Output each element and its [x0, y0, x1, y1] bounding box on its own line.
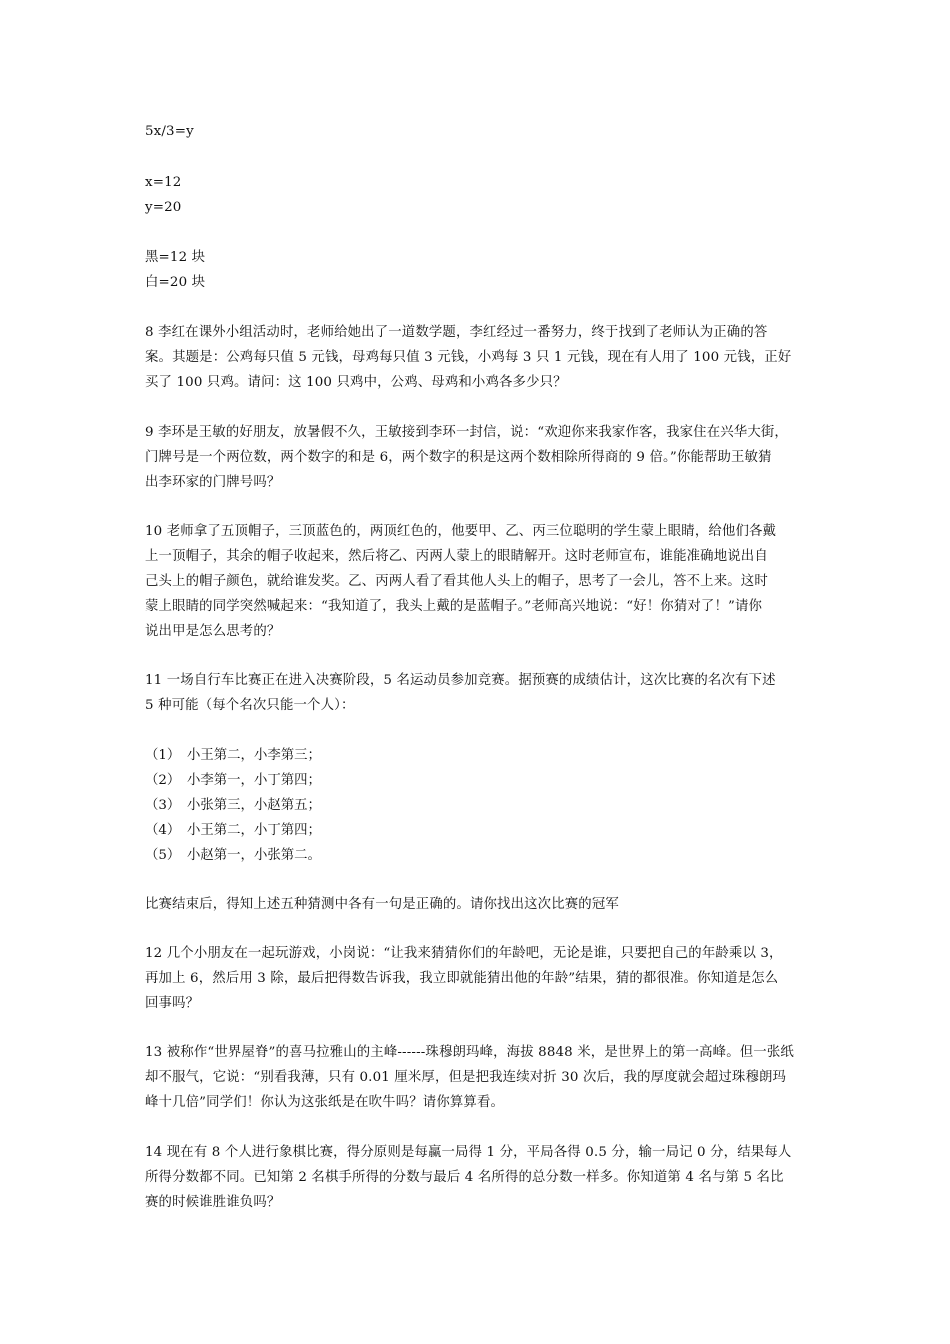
text-line: 13 被称作“世界屋脊”的喜马拉雅山的主峰------珠穆朗玛峰，海拔 8848 米，是世界上的第一高峰。但一张纸: [145, 1045, 794, 1060]
equation-line: 5x/3=y: [145, 124, 194, 139]
list-item: [145, 818, 321, 843]
item-number: （2）: [145, 773, 181, 788]
problem-9: [145, 420, 810, 495]
text-line: 己头上的帽子颜色，就给谁发奖。乙、丙两人看了看其他人头上的帽子，思考了一会儿，答不上来。这时: [145, 574, 768, 589]
text-line: 9 李环是王敏的好朋友，放暑假不久，王敏接到李环一封信，说：“欢迎你来我家作客，我家住在兴华大街，: [145, 425, 788, 440]
text-line: 8 李红在课外小组活动时，老师给她出了一道数学题，李红经过一番努力，终于找到了老师认为正确的答: [145, 325, 768, 340]
item-number: （5）: [145, 848, 181, 863]
item-text: 小王第二，小丁第四；: [187, 823, 321, 838]
text-line: 赛的时候谁胜谁负吗？: [145, 1195, 281, 1210]
text-line: 12 几个小朋友在一起玩游戏，小岗说：“让我来猜猜你们的年龄吧，无论是谁，只要把自己的年龄乘以 3，: [145, 946, 783, 961]
problem-14: [145, 1140, 810, 1215]
list-item: [145, 793, 321, 818]
text-line: 出李环家的门牌号吗？: [145, 475, 281, 490]
text-line: 5 种可能（每个名次只能一个人）：: [145, 698, 355, 713]
text-line: 14 现在有 8 个人进行象棋比赛，得分原则是每赢一局得 1 分，平局各得 0.5 分，输一局记 0 分，结果每人: [145, 1145, 792, 1160]
text-line: 说出甲是怎么思考的？: [145, 624, 281, 639]
list-item: [145, 743, 321, 768]
text-line: 门牌号是一个两位数，两个数字的和是 6，两个数字的积是这两个数相除所得商的 9 倍。”你能帮助王敏猜: [145, 450, 772, 465]
text-line: 再加上 6，然后用 3 除，最后把得数告诉我，我立即就能猜出他的年龄”结果，猜的都很准。你知道是怎么: [145, 971, 779, 986]
equation-line: y=20: [145, 200, 182, 215]
answer-line: 黑=12 块: [145, 250, 206, 265]
list-item: [145, 843, 321, 868]
problem-10: [145, 519, 810, 644]
problem-13: [145, 1040, 810, 1115]
problem-11-conclusion: 比赛结束后，得知上述五种猜测中各有一句是正确的。请你找出这次比赛的冠军: [145, 897, 619, 912]
equation-line: x=12: [145, 175, 182, 190]
item-text: 小张第三，小赵第五；: [187, 798, 321, 813]
text-line: 峰十几倍”同学们！你认为这张纸是在吹牛吗？请你算算看。: [145, 1095, 505, 1110]
text-line: 上一顶帽子，其余的帽子收起来，然后将乙、丙两人蒙上的眼睛解开。这时老师宣布，谁能准确地说出自: [145, 549, 768, 564]
text-line: 11 一场自行车比赛正在进入决赛阶段，5 名运动员参加竞赛。据预赛的成绩估计，这次比赛的名次有下述: [145, 673, 776, 688]
text-line: 所得分数都不同。已知第 2 名棋手所得的分数与最后 4 名所得的总分数一样多。你知道第 4 名与第 5 名比: [145, 1170, 784, 1185]
item-number: （1）: [145, 748, 181, 763]
problem-12: [145, 941, 810, 1016]
item-text: 小王第二，小李第三；: [187, 748, 321, 763]
text-line: 10 老师拿了五顶帽子，三顶蓝色的，两顶红色的，他要甲、乙、丙三位聪明的学生蒙上眼睛，给他们各戴: [145, 524, 777, 539]
text-line: 案。其题是：公鸡每只值 5 元钱，母鸡每只值 3 元钱，小鸡每 3 只 1 元钱，现在有人用了 100 元钱，正好: [145, 350, 792, 365]
item-number: （4）: [145, 823, 181, 838]
text-line: 回事吗？: [145, 996, 200, 1011]
text-line: 买了 100 只鸡。请问：这 100 只鸡中，公鸡、母鸡和小鸡各多少只？: [145, 375, 567, 390]
item-text: 小李第一，小丁第四；: [187, 773, 321, 788]
text-line: 却不服气，它说：“别看我薄，只有 0.01 厘米厚，但是把我连续对折 30 次后，我的厚度就会超过珠穆朗玛: [145, 1070, 787, 1085]
item-text: 小赵第一，小张第二。: [187, 848, 321, 863]
text-line: 蒙上眼睛的同学突然喊起来：“我知道了，我头上戴的是蓝帽子。”老师高兴地说：“好！你猜对了！”请你: [145, 599, 763, 614]
list-item: [145, 768, 321, 793]
problem-8: [145, 320, 810, 395]
item-number: （3）: [145, 798, 181, 813]
answer-line: 白=20 块: [145, 275, 206, 290]
problem-11: [145, 668, 810, 718]
